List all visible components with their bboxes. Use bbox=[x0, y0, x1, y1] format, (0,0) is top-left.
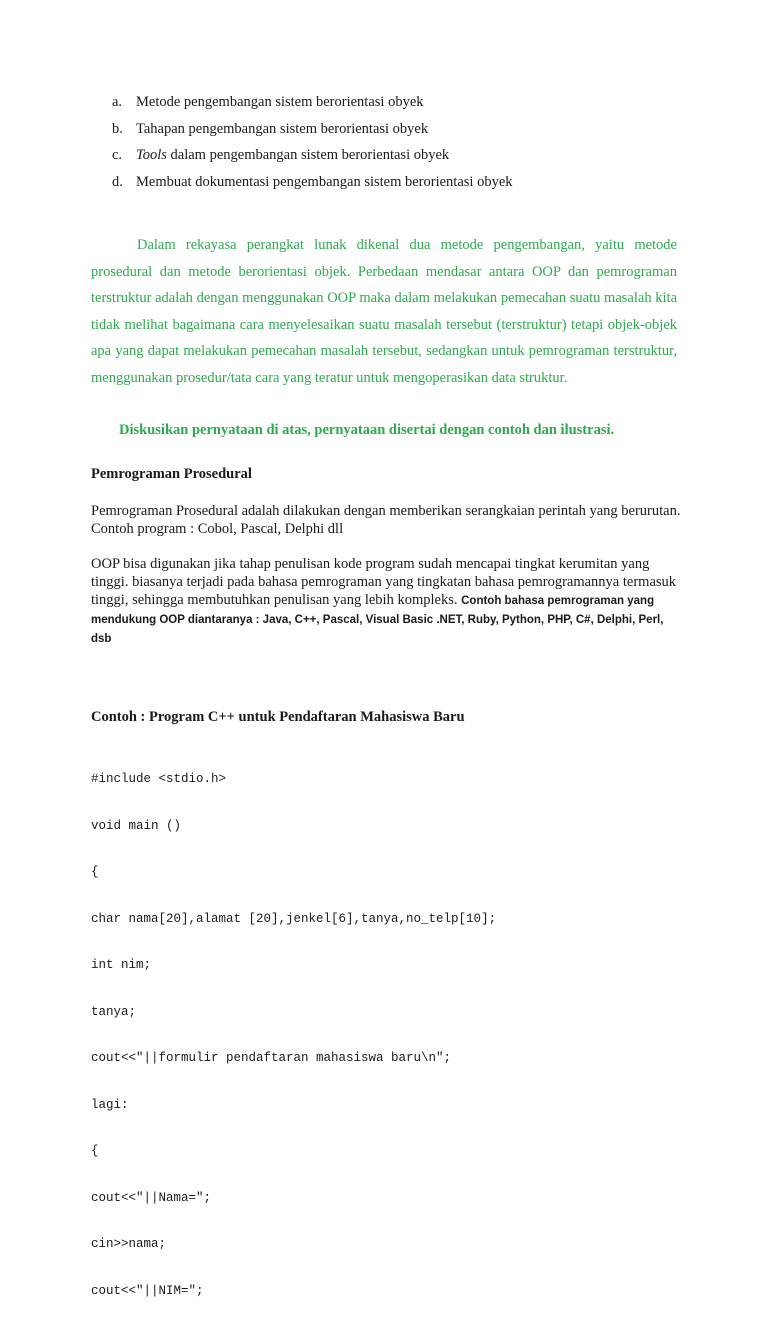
list-marker: d. bbox=[112, 173, 123, 190]
list-marker: c. bbox=[112, 147, 123, 163]
list-item-text: Tahapan pengembangan sistem berorientasi obyek bbox=[136, 120, 429, 137]
list-marker: a. bbox=[112, 94, 123, 110]
list-item bbox=[112, 119, 712, 146]
list-item-text: Membuat dokumentasi pengembangan sistem berorientasi obyek bbox=[136, 173, 513, 190]
procedural-paragraph: Pemrograman Prosedural adalah dilakukan dengan memberikan serangkaian perintah yang berurutan. Contoh program : Cobol, Pascal, Delphi dll bbox=[91, 503, 681, 537]
code-block bbox=[91, 741, 496, 1330]
list-item-text: Metode pengembangan sistem berorientasi obyek bbox=[136, 94, 424, 110]
code-line: cout<<"||formulir pendaftaran mahasiswa baru\n"; bbox=[91, 1051, 452, 1065]
list-item bbox=[112, 145, 712, 172]
list-item bbox=[112, 92, 712, 119]
code-line: #include <stdio.h> bbox=[91, 772, 227, 786]
discussion-instruction: Diskusikan pernyataan di atas, pernyataan disertai dengan contoh dan ilustrasi. bbox=[119, 422, 615, 438]
section-heading-procedural: Pemrograman Prosedural bbox=[91, 466, 252, 482]
oop-languages-text: Contoh bahasa pemrograman yang mendukung OOP diantaranya : Java, C++, Pascal, Visual Basic .NET, Ruby, Python, PHP, C#, Delphi, Perl, dsb bbox=[91, 595, 664, 645]
oop-paragraph-text: OOP bisa digunakan jika tahap penulisan kode program sudah mencapai tingkat kerumitan yang tinggi. biasanya terjadi pada bahasa pemrograman yang tingkatan bahasa pemrogramannya termasuk tinggi, sehingga membutuhkan penulisan yang lebih kompleks. bbox=[91, 556, 677, 608]
highlighted-paragraph: Dalam rekayasa perangkat lunak dikenal dua metode pengembangan, yaitu metode prosedural dan metode berorientasi objek. Perbedaan mendasar antara OOP dan pemrograman terstruktur adalah dengan menggunakan OOP maka dalam melakukan pemecahan suatu masalah kita tidak melihat bagaimana cara menyelesaikan suatu masalah tersebut (terstruktur) tetapi objek-objek apa yang dapat melakukan pemecahan masalah tersebut, sedangkan untuk pemrograman terstruktur, menggunakan prosedur/tata cara yang teratur untuk mengoperasikan data struktur. bbox=[91, 237, 677, 386]
oop-paragraph bbox=[91, 555, 681, 648]
code-line: lagi: bbox=[91, 1097, 129, 1112]
code-line: { bbox=[91, 1144, 99, 1158]
code-line: cout<<"||Nama="; bbox=[91, 1190, 212, 1205]
topic-list bbox=[112, 92, 712, 198]
list-item-italic: Tools bbox=[136, 147, 167, 163]
code-line: void main () bbox=[91, 818, 182, 833]
section-heading-example: Contoh : Program C++ untuk Pendaftaran Mahasiswa Baru bbox=[91, 709, 465, 725]
code-line: cout<<"||NIM="; bbox=[91, 1283, 204, 1298]
code-line: cin>>nama; bbox=[91, 1237, 167, 1251]
code-line: tanya; bbox=[91, 1004, 137, 1019]
code-line: { bbox=[91, 865, 99, 879]
code-line: char nama[20],alamat [20],jenkel[6],tanya,no_telp[10]; bbox=[91, 911, 497, 926]
list-marker: b. bbox=[112, 120, 123, 137]
list-item-text: dalam pengembangan sistem berorientasi obyek bbox=[166, 147, 450, 163]
list-item bbox=[112, 172, 712, 199]
code-line: int nim; bbox=[91, 958, 152, 972]
